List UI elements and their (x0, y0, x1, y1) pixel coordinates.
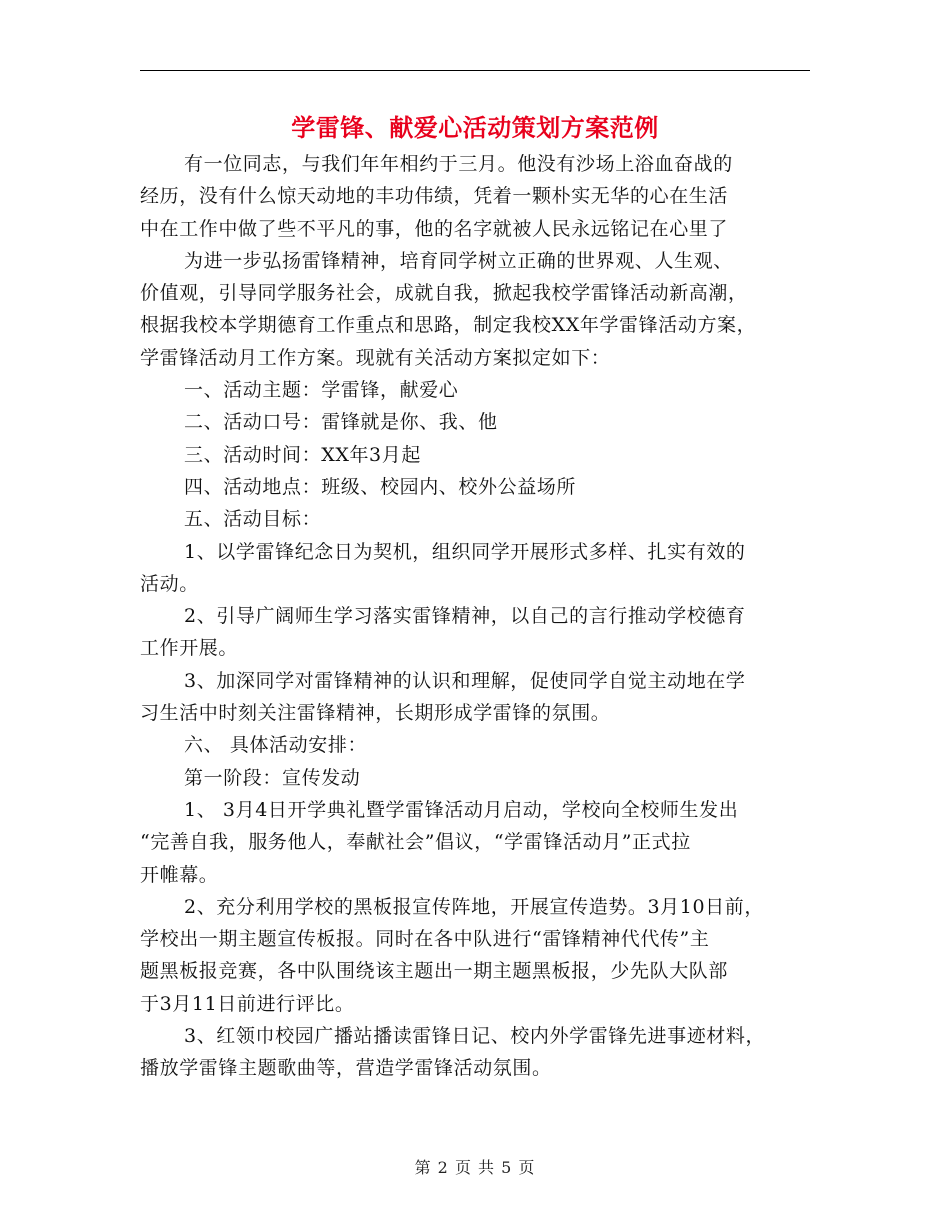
text-line: 学雷锋活动月工作方案。现就有关活动方案拟定如下： (140, 346, 611, 369)
text-line: 3、红领巾校园广播站播读雷锋日记、校内外学雷锋先进事迹材料， (184, 1025, 766, 1048)
text-line: 六、 具体活动安排： (184, 734, 368, 757)
text-line: 二、活动口号：雷锋就是你、我、他 (184, 411, 498, 434)
text-line: 活动。 (140, 572, 199, 595)
text-line: 为进一步弘扬雷锋精神，培育同学树立正确的世界观、人生观、 (184, 249, 733, 272)
header-rule (140, 70, 810, 71)
text-line: 第一阶段：宣传发动 (184, 766, 361, 789)
text-line: 工作开展。 (140, 637, 239, 660)
text-line: 价值观，引导同学服务社会，成就自我，掀起我校学雷锋活动新高潮， (140, 282, 748, 305)
text-line: 中在工作中做了些不平凡的事，他的名字就被人民永远铭记在心里了 (140, 217, 729, 240)
text-line: “完善自我，服务他人，奉献社会”倡议，“学雷锋活动月”正式拉 (140, 831, 691, 854)
text-line: 2、充分利用学校的黑板报宣传阵地，开展宣传造势。3月10日前， (184, 895, 764, 918)
text-line: 三、活动时间：XX年3月起 (184, 443, 421, 466)
text-line: 开帷幕。 (140, 863, 219, 886)
text-line: 3、加深同学对雷锋精神的认识和理解，促使同学自觉主动地在学 (184, 669, 746, 692)
text-line: 四、活动地点：班级、校园内、校外公益场所 (184, 475, 577, 498)
text-line: 习生活中时刻关注雷锋精神，长期形成学雷锋的氛围。 (140, 702, 611, 725)
text-line: 于3月11日前进行评比。 (140, 992, 355, 1015)
text-line: 学校出一期主题宣传板报。同时在各中队进行“雷锋精神代代传”主 (140, 928, 710, 951)
text-line: 1、 3月4日开学典礼暨学雷锋活动月启动，学校向全校师生发出 (184, 798, 739, 821)
text-line: 题黑板报竞赛，各中队围绕该主题出一期主题黑板报，少先队大队部 (140, 960, 729, 983)
text-line: 五、活动目标： (184, 508, 322, 531)
text-line: 有一位同志，与我们年年相约于三月。他没有沙场上浴血奋战的 (184, 153, 733, 175)
text-line: 播放学雷锋主题歌曲等，营造学雷锋活动氛围。 (140, 1057, 552, 1080)
text-line: 一、活动主题：学雷锋，献爱心 (184, 379, 459, 402)
text-line: 2、引导广阔师生学习落实雷锋精神，以自己的言行推动学校德育 (184, 605, 746, 628)
text-line: 根据我校本学期德育工作重点和思路，制定我校XX年学雷锋活动方案， (140, 314, 757, 337)
document-title: 学雷锋、献爱心活动策划方案范例 (291, 113, 659, 142)
text-line: 1、以学雷锋纪念日为契机，组织同学开展形式多样、扎实有效的 (184, 540, 746, 563)
document-body (140, 148, 820, 1085)
page-footer: 第 2 页 共 5 页 (414, 1158, 536, 1177)
text-line: 经历，没有什么惊天动地的丰功伟绩，凭着一颗朴实无华的心在生活 (140, 185, 729, 208)
